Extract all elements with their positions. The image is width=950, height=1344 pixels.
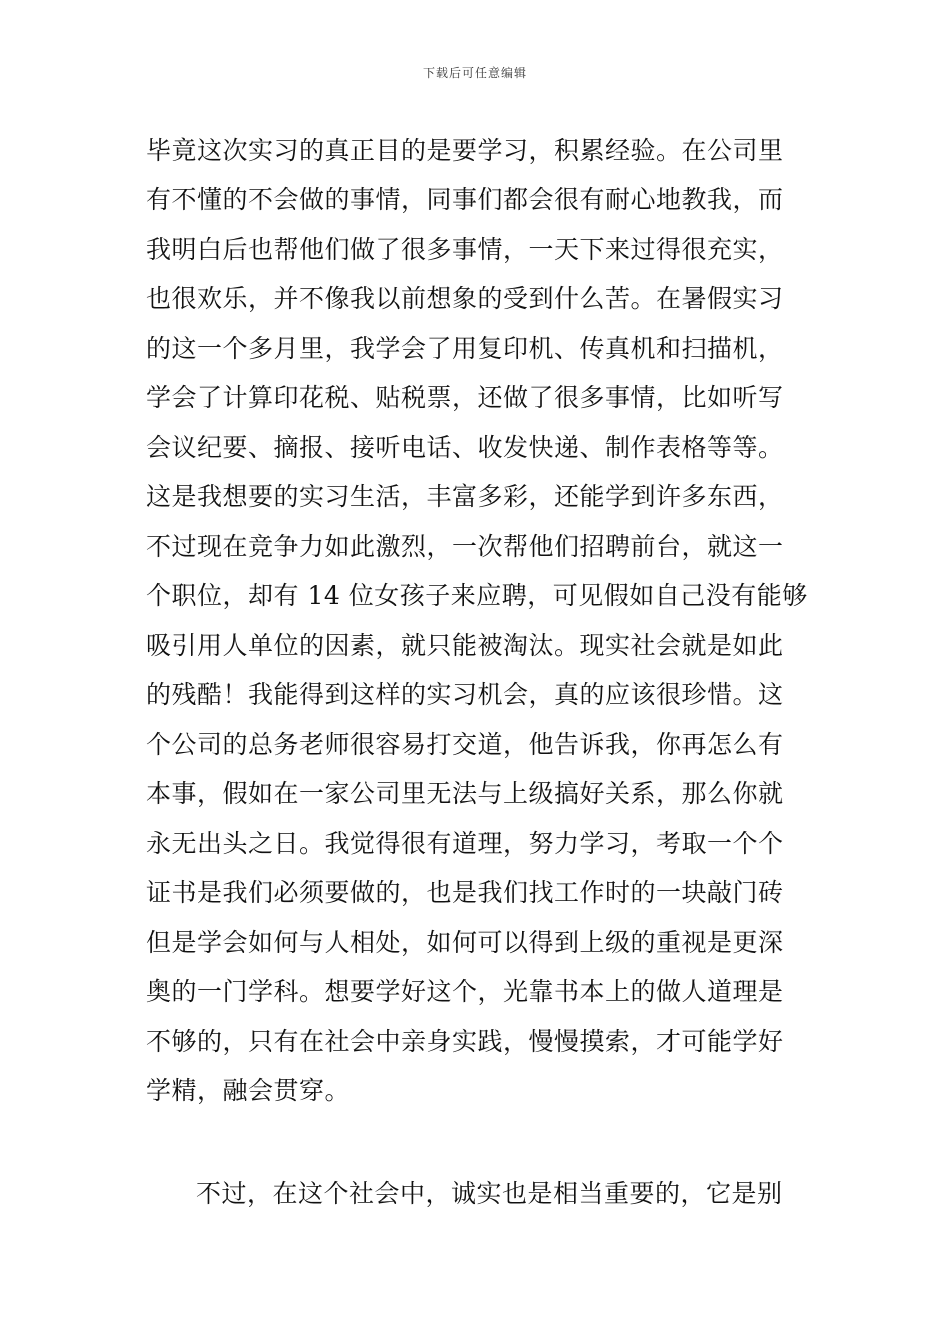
paragraph-line: 毕竟这次实习的真正目的是要学习，积累经验。在公司里 bbox=[146, 136, 784, 165]
paragraph-line: 我明白后也帮他们做了很多事情，一天下来过得很充实， bbox=[146, 235, 784, 264]
paragraph-line: 的残酷！我能得到这样的实习机会，真的应该很珍惜。这 bbox=[146, 680, 784, 709]
paragraph-line: 但是学会如何与人相处，如何可以得到上级的重视是更深 bbox=[146, 928, 784, 957]
paragraph-line: 证书是我们必须要做的，也是我们找工作时的一块敲门砖 bbox=[146, 878, 784, 907]
paragraph-line: 永无出头之日。我觉得很有道理，努力学习，考取一个个 bbox=[146, 829, 784, 858]
paragraph-line: 不过，在这个社会中，诚实也是相当重要的，它是别 bbox=[196, 1179, 783, 1208]
paragraph-line: 也很欢乐，并不像我以前想象的受到什么苦。在暑假实习 bbox=[146, 284, 784, 313]
paragraph-line: 的这一个多月里，我学会了用复印机、传真机和扫描机， bbox=[146, 334, 784, 363]
paragraph-line: 本事，假如在一家公司里无法与上级搞好关系，那么你就 bbox=[146, 779, 784, 808]
paragraph-line: 这是我想要的实习生活，丰富多彩，还能学到许多东西， bbox=[146, 482, 784, 511]
paragraph-line: 不够的，只有在社会中亲身实践，慢慢摸索，才可能学好 bbox=[146, 1027, 784, 1056]
page-header: 下载后可任意编辑 bbox=[422, 66, 527, 80]
paragraph-line: 学会了计算印花税、贴税票，还做了很多事情，比如听写 bbox=[146, 383, 784, 412]
paragraph-line: 奥的一门学科。想要学好这个，光靠书本上的做人道理是 bbox=[146, 977, 784, 1006]
paragraph-line: 会议纪要、摘报、接听电话、收发快递、制作表格等等。 bbox=[146, 433, 784, 462]
paragraph-line: 个公司的总务老师很容易打交道，他告诉我，你再怎么有 bbox=[146, 730, 784, 759]
paragraph-line: 有不懂的不会做的事情，同事们都会很有耐心地教我，而 bbox=[146, 185, 784, 214]
paragraph-line: 学精，融会贯穿。 bbox=[146, 1076, 351, 1105]
paragraph-line: 不过现在竞争力如此激烈，一次帮他们招聘前台，就这一 bbox=[146, 532, 784, 561]
paragraph-line: 个职位，却有 14 位女孩子来应聘，可见假如自己没有能够 bbox=[146, 581, 808, 610]
paragraph-line: 吸引用人单位的因素，就只能被淘汰。现实社会就是如此 bbox=[146, 631, 784, 660]
